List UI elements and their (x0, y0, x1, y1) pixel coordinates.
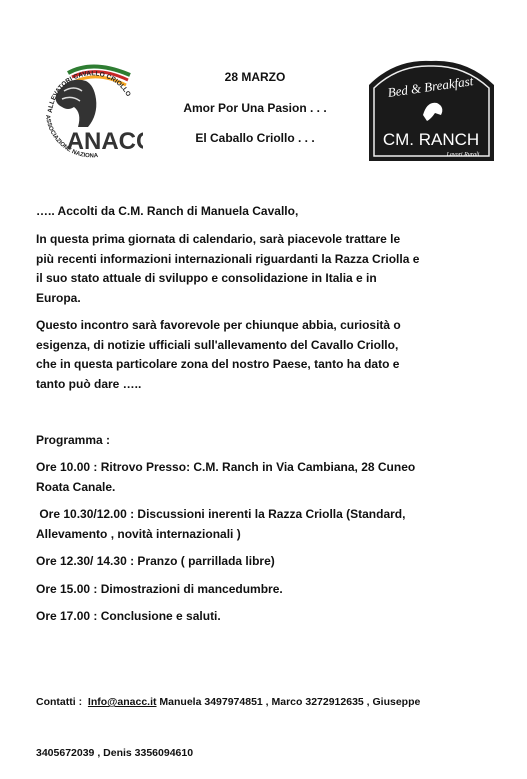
para2-line: tanto può dare ….. (36, 376, 142, 391)
paragraph-2 (36, 316, 401, 394)
para2-line: esigenza, di notizie ufficiali sull'allevamento del Cavallo Criollo, (36, 337, 399, 352)
contacts-line1: Manuela 3497974851 , Marco 3272912635 , Giuseppe (156, 696, 421, 708)
program-heading: Programma : (36, 433, 111, 447)
logo-sub-text: Lavori Rurali (446, 152, 480, 158)
para2-line: che in questa particolare zona del nostro Paese, tanto ha dato e (36, 357, 400, 371)
event-date: 28 MARZO (224, 70, 286, 84)
para1-line: il suo stato attuale di sviluppo e consolidazione in Italia e in (36, 271, 377, 285)
title-line-2: El Caballo Criollo . . . (195, 131, 315, 145)
program-item: Ore 12.30/ 14.30 : Pranzo ( parrillada libre) (36, 554, 275, 568)
logo-bnb-text: Bed & Breakfast (386, 73, 475, 100)
program-item: Ore 15.00 : Dimostrazioni di mancedumbre. (36, 582, 283, 596)
para1-line: In questa prima giornata di calendario, sarà piacevole trattare le (36, 232, 401, 246)
program-item: Allevamento , novità internazionali ) (36, 527, 241, 541)
para2-line: Questo incontro sarà favorevole per chiunque abbia, curiosità o (36, 318, 401, 332)
logo-arc-bottom: ASSOCIAZIONE NAZIONA (43, 114, 99, 160)
greeting: ….. Accolti da C.M. Ranch di Manuela Cavallo, (36, 204, 299, 218)
anacc-logo (38, 55, 143, 160)
logo-ranch-text: CM. RANCH (382, 130, 480, 149)
contacts (36, 660, 420, 779)
logo-arc-top: ALLEVATORI CAVALLO CRIOLLO (46, 70, 132, 114)
paragraph-1 (36, 230, 419, 308)
para1-line: Europa. (36, 290, 81, 305)
program-item: Ore 17.00 : Conclusione e saluti. (36, 609, 221, 623)
email-link[interactable]: Info@anacc.it (87, 696, 157, 708)
contacts-line2: 3405672039 , Denis 3356094610 (36, 747, 194, 759)
logo-anacc-text: ANAC (66, 128, 136, 155)
program-item: Roata Canale. (36, 480, 116, 494)
para1-line: più recenti informazioni internazionali riguardanti la Razza Criolla e (36, 251, 420, 266)
contacts-label: Contatti : (36, 696, 83, 708)
title-line-1: Amor Por Una Pasion . . . (183, 101, 327, 115)
program-item: Ore 10.00 : Ritrovo Presso: C.M. Ranch in Via Cambiana, 28 Cuneo (36, 460, 416, 474)
cm-ranch-logo (365, 57, 498, 164)
program-item: Ore 10.30/12.00 : Discussioni inerenti la Razza Criolla (Standard, (36, 507, 406, 521)
